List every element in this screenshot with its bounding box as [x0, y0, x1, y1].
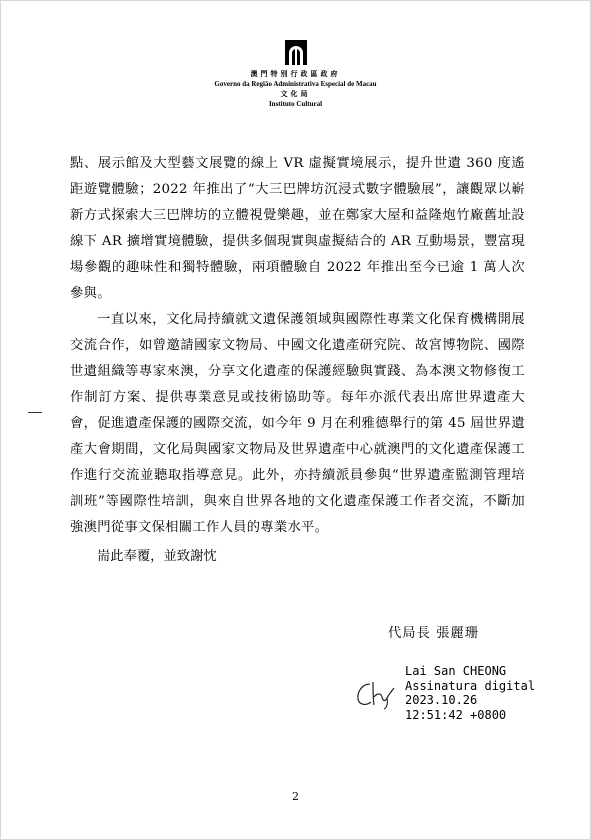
signature-time: 12:51:42 +0800 — [405, 707, 507, 722]
department-name-pt: Instituto Cultural — [268, 100, 323, 108]
paragraph-1: 點、展示館及大型藝文展覽的線上 VR 虛擬實境展示，提升世遺 360 度遙距遊覽體驗；2022 年推出了“大三巴牌坊沉浸式數字體驗展”，讓觀眾以嶄新方式探索大三巴牌坊的立體視覺樂趣，並在鄭家大屋和益隆炮竹廠舊址設線下 AR 擴增實境體驗，提供多個現實與虛擬結合的 AR 互動場景，豐富現場參觀的趣味性和獨特體驗，兩項體驗自 2022 年推出至今已逾 1 萬人次參與。 — [70, 156, 525, 301]
closing-remark: 耑此奉覆，並致謝忱 — [97, 549, 217, 564]
paragraph-2: 一直以來，文化局持續就文遺保護領域與國際性專業文化保育機構開展交流合作，如曾邀請國家文物局、中國文化遺產研究院、故宮博物院、國際世遺組織等專家來澳，分享文化遺產的保護經驗與實踐、為本澳文物修復工作制訂方案、提供專業意見或技術協助等。每年亦派代表出席世界遺產大會，促進遺產保護的國際交流，如今年 9 月在利雅德舉行的第 45 屆世界遺產大會期間，文化局與國家文物局及世界遺產中心就澳門的文化遺產保護工作進行交流並聽取指導意見。此外，亦持續派員參與“世界遺產監測管理培訓班”等國際性培訓，與來自世界各地的文化遺產保護工作者交流，不斷加強澳門從事文保相關工作人員的專業水平。 — [70, 312, 525, 535]
letterhead — [0, 40, 591, 109]
government-name-pt: Governo da Região Administrativa Especial de Macau — [214, 80, 377, 88]
signature-label: Assinatura digital — [405, 678, 536, 693]
signer-title-name: 代局長 張麗珊 — [388, 626, 480, 641]
page-number: 2 — [292, 790, 299, 803]
margin-mark — [28, 412, 42, 413]
signature-date: 2023.10.26 — [405, 693, 478, 707]
government-emblem-logo — [285, 40, 307, 65]
letter-body — [70, 151, 525, 570]
digital-signature-block — [405, 664, 535, 722]
signature-name: Lai San CHEONG — [405, 664, 507, 678]
handwritten-signature — [354, 678, 400, 710]
government-name-zh: 澳門特別行政區政府 — [250, 69, 341, 78]
department-name-zh: 文化局 — [280, 89, 311, 98]
